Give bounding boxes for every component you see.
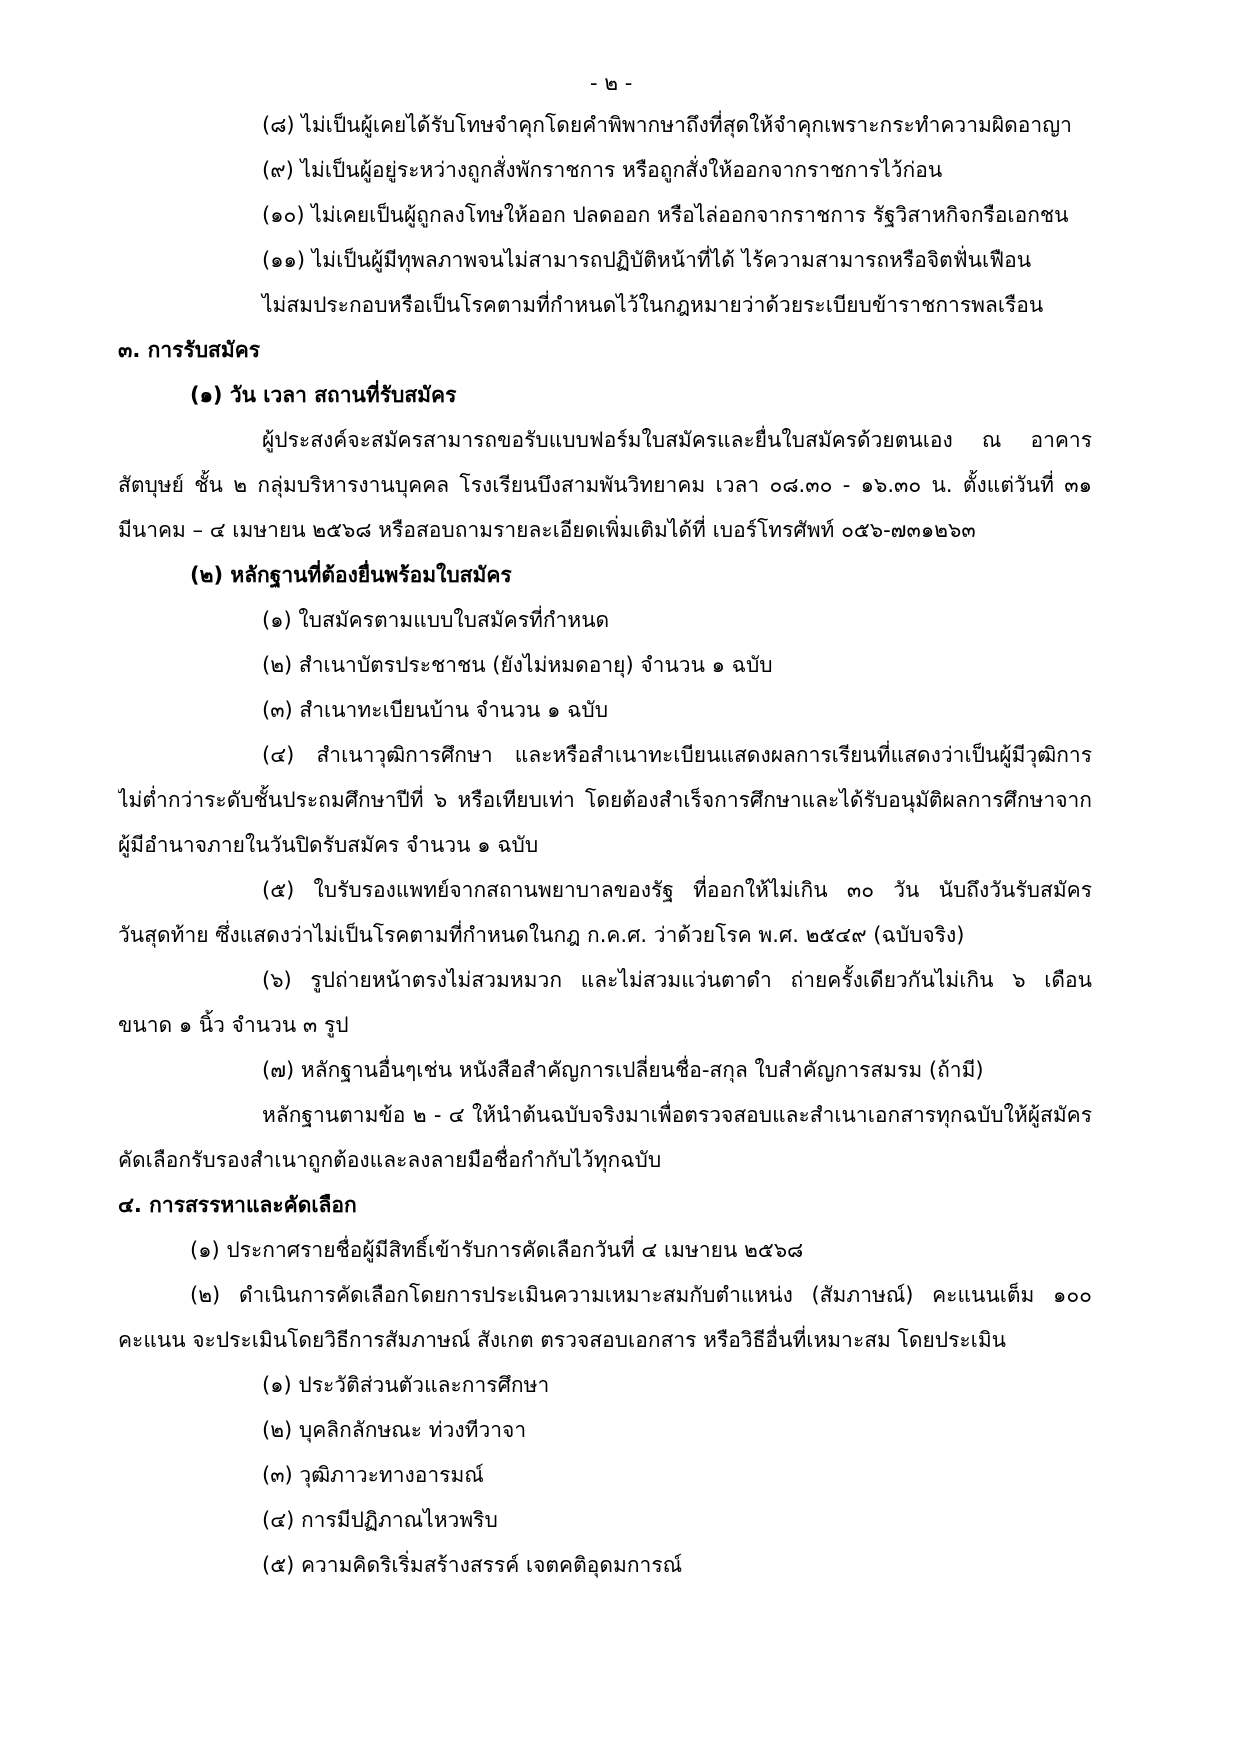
page-number: - ๒ - — [590, 71, 633, 95]
list-item-continuation: ผู้มีอำนาจภายในวันปิดรับสมัคร จำนวน ๑ ฉบับ — [118, 833, 539, 857]
section-heading: ๔. การสรรหาและคัดเลือก — [118, 1193, 357, 1217]
section-heading: ๓. การรับสมัคร — [118, 338, 261, 362]
list-item: (๔) สำเนาวุฒิการศึกษา และหรือสำเนาทะเบียนแสดงผลการเรียนที่แสดงว่าเป็นผู้มีวุฒิการ — [262, 743, 1092, 767]
list-item: (๑) ประวัติส่วนตัวและการศึกษา — [262, 1373, 550, 1397]
list-item: (๓) วุฒิภาวะทางอารมณ์ — [262, 1463, 484, 1487]
list-item: (๑) ใบสมัครตามแบบใบสมัครที่กำหนด — [262, 608, 610, 632]
list-item: (๕) ใบรับรองแพทย์จากสถานพยาบาลของรัฐ ที่ออกให้ไม่เกิน ๓๐ วัน นับถึงวันรับสมัคร — [262, 878, 1092, 902]
qualification-item: (๑๑) ไม่เป็นผู้มีทุพลภาพจนไม่สามารถปฏิบัติหน้าที่ได้ ไร้ความสามารถหรือจิตฟั่นเฟือน — [262, 248, 1032, 272]
list-item: (๔) การมีปฏิภาณไหวพริบ — [262, 1508, 498, 1532]
qualification-item: (๙) ไม่เป็นผู้อยู่ระหว่างถูกสั่งพักราชการ หรือถูกสั่งให้ออกจากราชการไว้ก่อน — [262, 158, 943, 182]
paragraph-line: ผู้ประสงค์จะสมัครสามารถขอรับแบบฟอร์มใบสมัครและยื่นใบสมัครด้วยตนเอง ณ อาคาร — [262, 428, 1092, 452]
paragraph-line: สัตบุษย์ ชั้น ๒ กลุ่มบริหารงานบุคคล โรงเรียนบึงสามพันวิทยาคม เวลา ๐๘.๓๐ - ๑๖.๓๐ น. ตั้งแต่วันที่ ๓๑ — [118, 473, 1092, 497]
paragraph-line: คัดเลือกรับรองสำเนาถูกต้องและลงลายมือชื่อกำกับไว้ทุกฉบับ — [118, 1148, 662, 1172]
list-item: (๕) ความคิดริเริ่มสร้างสรรค์ เจตคติอุดมการณ์ — [262, 1553, 683, 1577]
qualification-item-continuation: ไม่สมประกอบหรือเป็นโรคตามที่กำหนดไว้ในกฎหมายว่าด้วยระเบียบข้าราชการพลเรือน — [262, 293, 1044, 317]
list-item-continuation: วันสุดท้าย ซึ่งแสดงว่าไม่เป็นโรคตามที่กำหนดในกฎ ก.ค.ศ. ว่าด้วยโรค พ.ศ. ๒๕๔๙ (ฉบับจริง) — [118, 923, 965, 947]
paragraph-line: มีนาคม – ๔ เมษายน ๒๕๖๘ หรือสอบถามรายละเอียดเพิ่มเติมได้ที่ เบอร์โทรศัพท์ ๐๕๖-๗๓๑๒๖๓ — [118, 518, 976, 542]
list-item-continuation: ไม่ต่ำกว่าระดับชั้นประถมศึกษาปีที่ ๖ หรือเทียบเท่า โดยต้องสำเร็จการศึกษาและได้รับอนุมัติผลการศึกษาจาก — [118, 788, 1092, 812]
qualification-item: (๘) ไม่เป็นผู้เคยได้รับโทษจำคุกโดยคำพิพากษาถึงที่สุดให้จำคุกเพราะกระทำความผิดอาญา — [262, 113, 1072, 137]
paragraph-line: (๑) ประกาศรายชื่อผู้มีสิทธิ์เข้ารับการคัดเลือกวันที่ ๔ เมษายน ๒๕๖๘ — [190, 1238, 804, 1262]
paragraph-line: (๒) ดำเนินการคัดเลือกโดยการประเมินความเหมาะสมกับตำแหน่ง (สัมภาษณ์) คะแนนเต็ม ๑๐๐ — [190, 1283, 1092, 1307]
subsection-heading: (๑) วัน เวลา สถานที่รับสมัคร — [190, 383, 457, 407]
paragraph-line: หลักฐานตามข้อ ๒ - ๔ ให้นำต้นฉบับจริงมาเพื่อตรวจสอบและสำเนาเอกสารทุกฉบับให้ผู้สมัคร — [262, 1103, 1092, 1127]
list-item: (๗) หลักฐานอื่นๆเช่น หนังสือสำคัญการเปลี่ยนชื่อ-สกุล ใบสำคัญการสมรม (ถ้ามี) — [262, 1058, 984, 1082]
list-item: (๓) สำเนาทะเบียนบ้าน จำนวน ๑ ฉบับ — [262, 698, 609, 722]
list-item: (๒) สำเนาบัตรประชาชน (ยังไม่หมดอายุ) จำนวน ๑ ฉบับ — [262, 653, 773, 677]
list-item: (๖) รูปถ่ายหน้าตรงไม่สวมหมวก และไม่สวมแว่นตาดำ ถ่ายครั้งเดียวกันไม่เกิน ๖ เดือน — [262, 968, 1092, 992]
paragraph-line: คะแนน จะประเมินโดยวิธีการสัมภาษณ์ สังเกต ตรวจสอบเอกสาร หรือวิธีอื่นที่เหมาะสม โดยประเมิน — [118, 1328, 1007, 1352]
qualification-item: (๑๐) ไม่เคยเป็นผู้ถูกลงโทษให้ออก ปลดออก หรือไล่ออกจากราชการ รัฐวิสาหกิจกรือเอกชน — [262, 203, 1069, 227]
list-item-continuation: ขนาด ๑ นิ้ว จำนวน ๓ รูป — [118, 1013, 349, 1037]
list-item: (๒) บุคลิกลักษณะ ท่วงทีวาจา — [262, 1418, 527, 1442]
subsection-heading: (๒) หลักฐานที่ต้องยื่นพร้อมใบสมัคร — [190, 563, 512, 587]
